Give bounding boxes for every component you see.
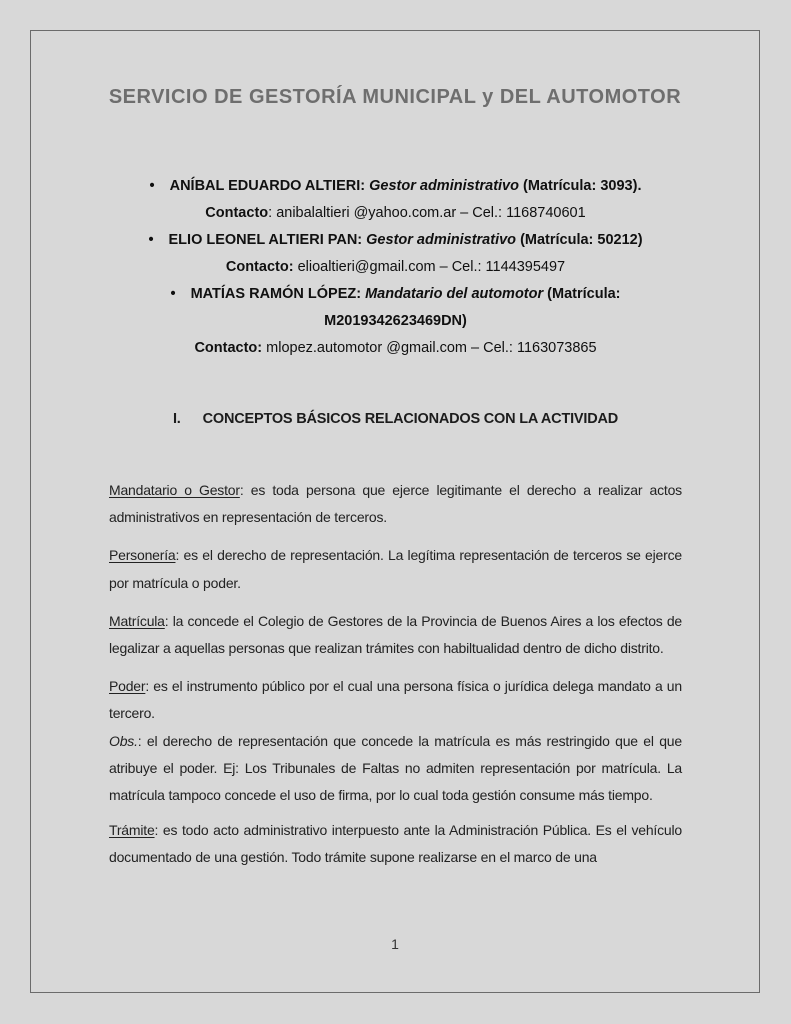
page-title: SERVICIO DE GESTORÍA MUNICIPAL y DEL AUTOMOTOR bbox=[108, 86, 682, 108]
term-separator: : bbox=[145, 678, 154, 695]
member-matricula: (Matrícula: 3093). bbox=[523, 178, 642, 194]
term-underlined: Mandatario o Gestor bbox=[109, 482, 240, 498]
contact-label: Contacto: bbox=[225, 259, 294, 275]
heading-label: CONCEPTOS BÁSICOS RELACIONADOS CON LA ACTIVIDAD bbox=[202, 411, 619, 427]
member-role: Mandatario del automotor bbox=[365, 286, 544, 302]
member-name: MATÍAS RAMÓN LÓPEZ: bbox=[190, 286, 362, 302]
member-matricula: (Matrícula: 50212) bbox=[520, 232, 643, 248]
contact-value: mlopez.automotor @gmail.com – Cel.: 1163073865 bbox=[262, 340, 597, 356]
member-matricula: (Matrícula: bbox=[547, 286, 621, 302]
term-italic: Obs. bbox=[109, 732, 138, 749]
paragraph-personeria bbox=[109, 542, 682, 596]
members-list bbox=[109, 173, 682, 362]
paragraph-text: es toda persona que ejerce legitimante el derecho a realizar actos administrativos en representación de terceros. bbox=[109, 482, 682, 526]
term-underlined: Matrícula bbox=[109, 612, 165, 629]
paragraph-tramite bbox=[109, 817, 682, 871]
bullet-icon: • bbox=[170, 286, 176, 302]
contact-label: Contacto bbox=[205, 205, 269, 221]
contact-value: elioaltieri@gmail.com – Cel.: 1144395497 bbox=[293, 259, 566, 275]
paragraph-mandatario bbox=[109, 477, 682, 531]
term-underlined: Poder bbox=[109, 678, 146, 695]
list-item-member-2 bbox=[109, 227, 682, 254]
paragraph-obs bbox=[109, 728, 682, 810]
section-heading bbox=[109, 411, 682, 427]
page-number: 1 bbox=[391, 936, 399, 952]
paragraph-poder bbox=[109, 673, 682, 727]
contact-label: Contacto: bbox=[194, 340, 263, 356]
paragraph-text: es todo acto administrativo interpuesto ante la Administración Pública. Es el vehículo documentado de una gestión. Todo trámite supone realizarse en el marco de una bbox=[109, 822, 682, 866]
term-separator: : bbox=[239, 482, 251, 498]
contact-value: : anibalaltieri @yahoo.com.ar – Cel.: 1168740601 bbox=[268, 205, 586, 221]
body-paragraphs bbox=[109, 477, 682, 883]
term-separator: : bbox=[175, 547, 184, 564]
term-underlined: Personería bbox=[109, 547, 176, 564]
member-role: Gestor administrativo bbox=[366, 232, 517, 248]
bullet-icon: • bbox=[148, 232, 154, 248]
paragraph-matricula bbox=[109, 608, 682, 662]
heading-numeral: I. bbox=[172, 411, 181, 427]
term-separator: : bbox=[154, 822, 163, 839]
paragraph-text: es el instrumento público por el cual una persona física o jurídica delega mandato a un tercero. bbox=[109, 678, 682, 722]
paragraph-text: la concede el Colegio de Gestores de la Provincia de Buenos Aires a los efectos de legalizar a aquellas personas que realizan trámites con habiltualidad dentro de dicho distrito. bbox=[109, 612, 682, 657]
term-separator: : bbox=[137, 732, 147, 749]
member-matricula-line2: M2019342623469DN) bbox=[324, 313, 467, 329]
contact-line bbox=[109, 335, 682, 362]
contact-line bbox=[109, 254, 682, 281]
term-underlined: Trámite bbox=[109, 822, 155, 839]
member-role: Gestor administrativo bbox=[369, 178, 519, 194]
list-item-member-3 bbox=[109, 281, 682, 335]
paragraph-text: el derecho de representación que concede la matrícula es más restringido que el que atribuye el poder. Ej: Los Tribunales de Faltas no admiten representación por matrícula. La matrícula tampoco concede el uso de firma, por lo cual toda gestión consume más tiempo. bbox=[109, 732, 682, 804]
term-separator: : bbox=[164, 612, 173, 629]
member-name: ELIO LEONEL ALTIERI PAN: bbox=[168, 232, 363, 248]
bullet-icon: • bbox=[149, 178, 155, 194]
paragraph-text: es el derecho de representación. La legítima representación de terceros se ejerce por matrícula o poder. bbox=[109, 547, 682, 591]
member-name: ANÍBAL EDUARDO ALTIERI: bbox=[169, 178, 366, 194]
contact-line bbox=[109, 200, 682, 227]
list-item-member-1 bbox=[109, 173, 682, 200]
